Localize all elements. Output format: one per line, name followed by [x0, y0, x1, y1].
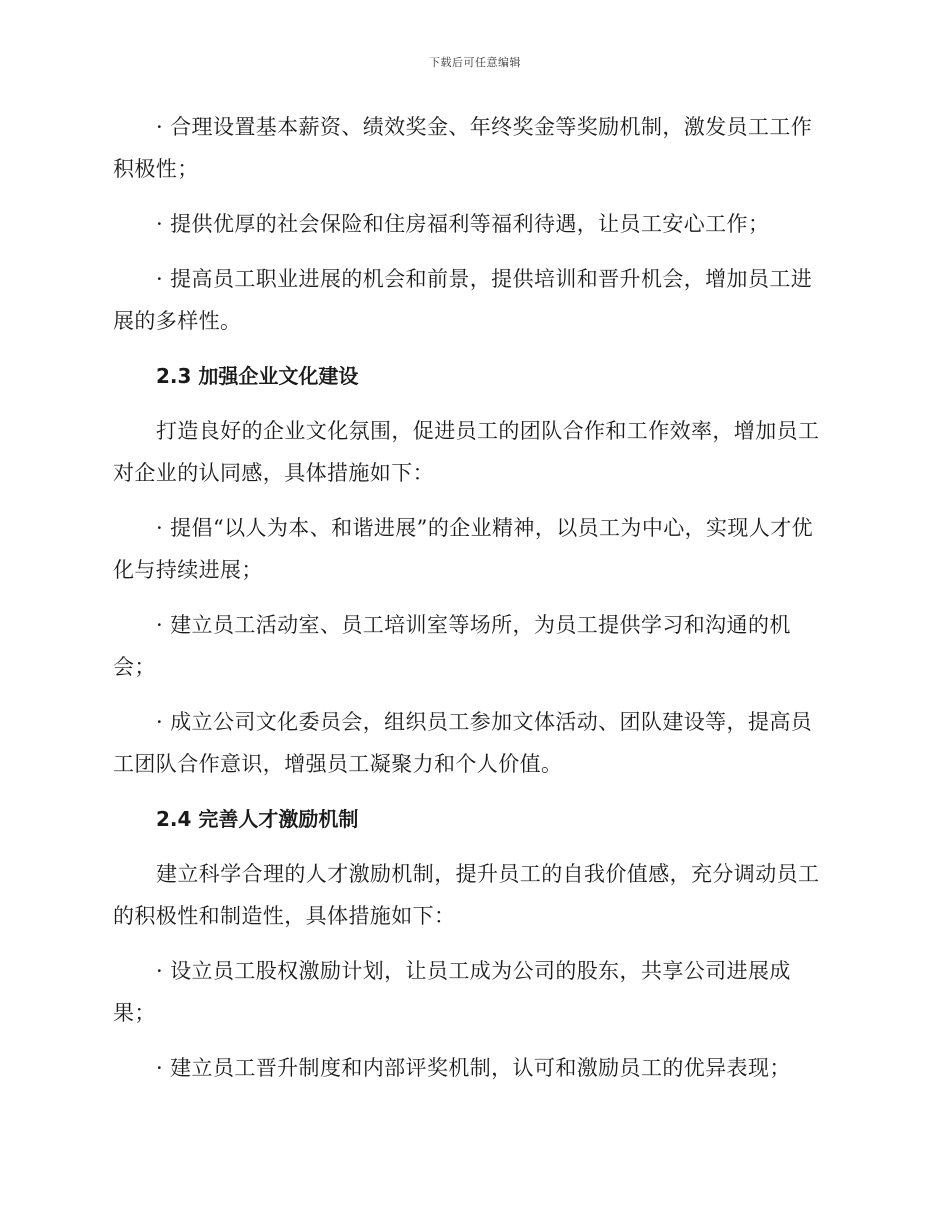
bullet-item: · 建立员工晋升制度和内部评奖机制，认可和激励员工的优异表现；: [156, 1056, 791, 1080]
section-heading: 2.4 完善人才激励机制: [156, 807, 359, 831]
page-header: 下载后可任意编辑: [429, 56, 521, 69]
bullet-item: · 设立员工股权激励计划，让员工成为公司的股东，共享公司进展成果；: [113, 959, 791, 1025]
bullet-item: · 成立公司文化委员会，组织员工参加文体活动、团队建设等，提高员工团队合作意识，增强员工凝聚力和个人价值。: [113, 710, 813, 776]
bullet-item: · 合理设置基本薪资、绩效奖金、年终奖金等奖励机制，激发员工工作积极性；: [113, 115, 813, 181]
bullet-item: · 提供优厚的社会保险和住房福利等福利待遇，让员工安心工作；: [156, 212, 770, 236]
document-body: [113, 106, 833, 1102]
body-paragraph: 打造良好的企业文化氛围，促进员工的团队合作和工作效率，增加员工对企业的认同感，具体措施如下：: [113, 419, 820, 485]
bullet-item: · 提高员工职业进展的机会和前景，提供培训和晋升机会，增加员工进展的多样性。: [113, 267, 813, 333]
body-paragraph: 建立科学合理的人才激励机制，提升员工的自我价值感，充分调动员工的积极性和制造性，具体措施如下：: [113, 862, 820, 928]
section-heading: 2.3 加强企业文化建设: [156, 364, 359, 388]
bullet-item: · 提倡“以人为本、和谐进展”的企业精神，以员工为中心，实现人才优化与持续进展；: [113, 516, 814, 582]
bullet-item: · 建立员工活动室、员工培训室等场所，为员工提供学习和沟通的机会；: [113, 613, 791, 679]
